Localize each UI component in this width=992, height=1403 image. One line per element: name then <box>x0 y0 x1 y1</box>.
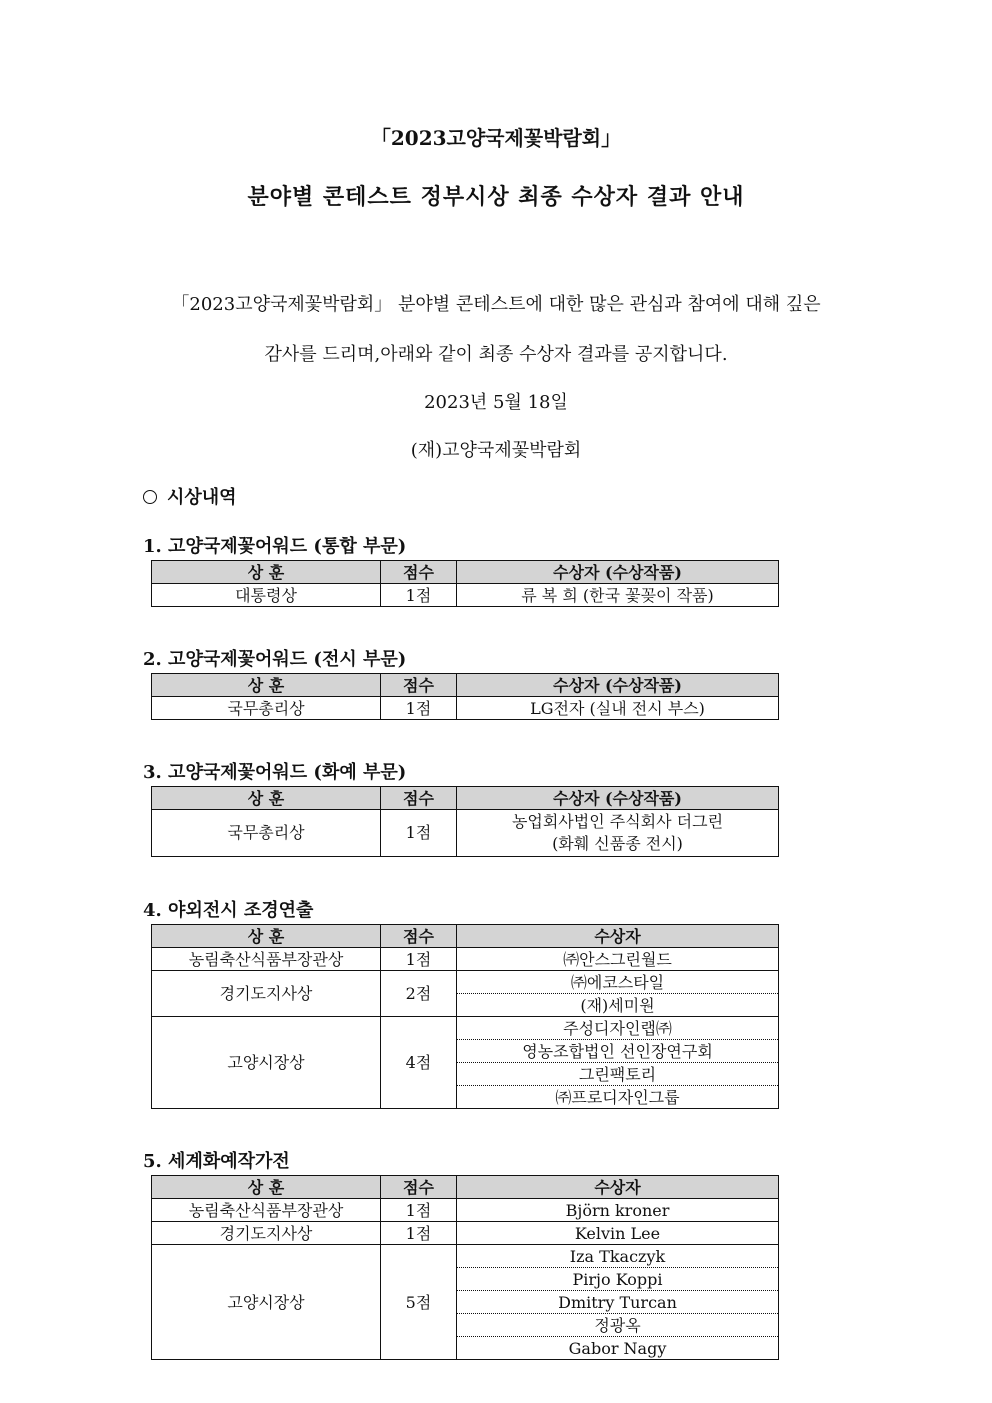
table-row <box>152 697 779 720</box>
winner-cell: ㈜프로디자인그룹 <box>457 1086 779 1109</box>
header-award: 상 훈 <box>152 925 381 948</box>
winner-cell: Dmitry Turcan <box>457 1291 779 1314</box>
count-cell: 1점 <box>381 584 457 607</box>
table-row <box>152 1245 779 1268</box>
header-winner: 수상자 <box>457 925 779 948</box>
award-cell: 고양시장상 <box>152 1017 381 1109</box>
header-winner: 수상자 <box>457 1176 779 1199</box>
award-cell: 농림축산식품부장관상 <box>152 1199 381 1222</box>
award-table-5 <box>151 1175 779 1360</box>
award-cell: 대통령상 <box>152 584 381 607</box>
winner-cell: 주성디자인랩㈜ <box>457 1017 779 1040</box>
table-header-row <box>152 561 779 584</box>
awards-heading <box>143 483 237 509</box>
award-table-2 <box>151 673 779 720</box>
table-header-row <box>152 674 779 697</box>
award-table-3 <box>151 786 779 857</box>
section-title-3: 3. 고양국제꽃어워드 (화예 부문) <box>143 762 407 783</box>
winner-name: 농업회사법인 주식회사 더그린 <box>511 812 724 831</box>
header-award: 상 훈 <box>152 1176 381 1199</box>
header-award: 상 훈 <box>152 674 381 697</box>
winner-cell: Gabor Nagy <box>457 1337 779 1360</box>
winner-cell: 영농조합법인 선인장연구회 <box>457 1040 779 1063</box>
table-header-row <box>152 1176 779 1199</box>
winner-cell: ㈜에코스타일 <box>457 971 779 994</box>
header-award: 상 훈 <box>152 561 381 584</box>
count-cell: 1점 <box>381 810 457 857</box>
award-cell: 국무총리상 <box>152 697 381 720</box>
winner-cell: 그린팩토리 <box>457 1063 779 1086</box>
winner-cell: 류 복 희 (한국 꽃꽂이 작품) <box>457 584 779 607</box>
section-title-1: 1. 고양국제꽃어워드 (통합 부문) <box>143 536 407 557</box>
winner-cell: Kelvin Lee <box>457 1222 779 1245</box>
winner-cell: LG전자 (실내 전시 부스) <box>457 697 779 720</box>
winner-cell: Iza Tkaczyk <box>457 1245 779 1268</box>
awards-heading-label: 시상내역 <box>167 487 237 508</box>
intro-line-1: 「2023고양국제꽃박람회」 분야별 콘테스트에 대한 많은 관심과 참여에 대해 깊은 <box>171 294 821 315</box>
header-count: 점수 <box>381 787 457 810</box>
winner-cell: Björn kroner <box>457 1199 779 1222</box>
table-header-row <box>152 787 779 810</box>
header-winner: 수상자 (수상작품) <box>457 674 779 697</box>
table-row <box>152 1199 779 1222</box>
award-table-4 <box>151 924 779 1109</box>
organization-name: (재)고양국제꽃박람회 <box>410 440 582 461</box>
table-row <box>152 1222 779 1245</box>
winner-cell: ㈜안스그린월드 <box>457 948 779 971</box>
count-cell: 4점 <box>381 1017 457 1109</box>
table-header-row <box>152 925 779 948</box>
document-subtitle: 분야별 콘테스트 정부시상 최종 수상자 결과 안내 <box>247 184 745 210</box>
award-cell: 경기도지사상 <box>152 971 381 1017</box>
circle-bullet-icon <box>143 490 157 504</box>
winner-work: (화훼 신품종 전시) <box>552 834 683 853</box>
count-cell: 1점 <box>381 948 457 971</box>
winner-cell <box>457 810 779 857</box>
award-cell: 국무총리상 <box>152 810 381 857</box>
header-count: 점수 <box>381 1176 457 1199</box>
table-row <box>152 584 779 607</box>
count-cell: 1점 <box>381 1222 457 1245</box>
header-winner: 수상자 (수상작품) <box>457 561 779 584</box>
table-row <box>152 1017 779 1040</box>
table-row <box>152 971 779 994</box>
table-row <box>152 948 779 971</box>
award-cell: 고양시장상 <box>152 1245 381 1360</box>
intro-line-2: 감사를 드리며,아래와 같이 최종 수상자 결과를 공지합니다. <box>264 344 728 365</box>
section-title-4: 4. 야외전시 조경연출 <box>143 900 314 921</box>
award-cell: 경기도지사상 <box>152 1222 381 1245</box>
notice-date: 2023년 5월 18일 <box>424 392 568 413</box>
header-count: 점수 <box>381 674 457 697</box>
count-cell: 5점 <box>381 1245 457 1360</box>
count-cell: 2점 <box>381 971 457 1017</box>
header-count: 점수 <box>381 561 457 584</box>
winner-cell: 정광옥 <box>457 1314 779 1337</box>
winner-cell: (재)세미원 <box>457 994 779 1017</box>
winner-cell: Pirjo Koppi <box>457 1268 779 1291</box>
section-title-5: 5. 세계화예작가전 <box>143 1151 290 1172</box>
award-table-1 <box>151 560 779 607</box>
section-title-2: 2. 고양국제꽃어워드 (전시 부문) <box>143 649 407 670</box>
header-award: 상 훈 <box>152 787 381 810</box>
header-count: 점수 <box>381 925 457 948</box>
count-cell: 1점 <box>381 697 457 720</box>
table-row <box>152 810 779 857</box>
header-winner: 수상자 (수상작품) <box>457 787 779 810</box>
document-title: 「2023고양국제꽃박람회」 <box>370 126 622 150</box>
count-cell: 1점 <box>381 1199 457 1222</box>
award-cell: 농림축산식품부장관상 <box>152 948 381 971</box>
